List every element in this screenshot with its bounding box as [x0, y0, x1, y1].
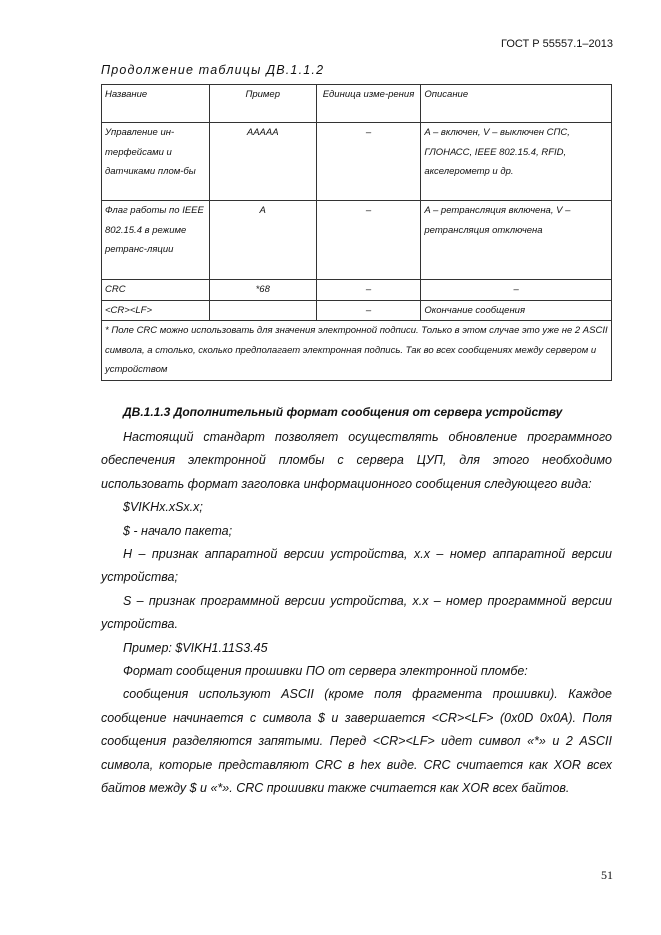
- cell-name: CRC: [102, 280, 210, 301]
- cell-description: Окончание сообщения: [421, 300, 612, 321]
- table-note: * Поле CRC можно использовать для значения электронной подписи. Только в этом случае это уже не 2 ASCII символа, а столько, сколько предполагает электронная подпись. Так во всех сообщениях между сервером и устройством: [102, 321, 612, 381]
- paragraph: Настоящий стандарт позволяет осуществлять обновление программного обеспечения электронной пломбы с сервера ЦУП, для этого необходимо использовать формат заголовка информационного сообщения следующего вида:: [101, 430, 612, 491]
- table-row: [102, 201, 612, 280]
- paragraph: $ - начало пакета;: [123, 523, 233, 538]
- paragraph: Пример: $VIKH1.11S3.45: [123, 640, 268, 655]
- page-number: 51: [601, 868, 613, 882]
- paragraph: H – признак аппаратной версии устройства, x.x – номер аппаратной версии устройства;: [101, 547, 612, 585]
- table-row: [102, 280, 612, 301]
- standard-header: ГОСТ Р 55557.1–2013: [501, 38, 613, 50]
- cell-unit: –: [316, 300, 421, 321]
- cell-example: [209, 300, 316, 321]
- column-header-unit: Единица изме-рения: [316, 85, 421, 123]
- cell-example: A: [209, 201, 316, 280]
- column-header-description: Описание: [421, 85, 612, 123]
- table-caption: Продолжение таблицы ДВ.1.1.2: [101, 63, 325, 77]
- table-note-row: [102, 321, 612, 381]
- cell-description: A – ретрансляция включена, V – ретрансляция отключена: [421, 201, 612, 280]
- cell-name: Управление ин-терфейсами и датчиками плом-бы: [102, 123, 210, 201]
- cell-example: *68: [209, 280, 316, 301]
- paragraph: S – признак программной версии устройства, x.x – номер программной версии устройства.: [101, 593, 612, 632]
- column-header-name: Название: [102, 85, 210, 123]
- table-header-row: [102, 85, 612, 123]
- column-header-example: Пример: [209, 85, 316, 123]
- paragraph: $VIKHx.xSx.x;: [123, 500, 203, 515]
- cell-name: <CR><LF>: [102, 300, 210, 321]
- cell-description: –: [421, 280, 612, 301]
- table-row: [102, 300, 612, 321]
- cell-example: AAAAA: [209, 123, 316, 201]
- cell-name: Флаг работы по IEEE 802.15.4 в режиме ретранс-ляции: [102, 201, 210, 280]
- cell-unit: –: [316, 123, 421, 201]
- data-table: [101, 84, 612, 381]
- cell-unit: –: [316, 280, 421, 301]
- section-body: [101, 426, 612, 801]
- table-row: [102, 123, 612, 201]
- cell-description: A – включен, V – выключен СПС, ГЛОНАСС, IEEE 802.15.4, RFID, акселерометр и др.: [421, 123, 612, 201]
- paragraph: Формат сообщения прошивки ПО от сервера электронной пломбе:: [123, 664, 528, 679]
- section-heading: ДВ.1.1.3 Дополнительный формат сообщения от сервера устройству: [123, 405, 563, 419]
- cell-unit: –: [316, 201, 421, 280]
- paragraph: сообщения используют ASCII (кроме поля фрагмента прошивки). Каждое сообщение начинается с символа $ и завершается <CR><LF> (0x0D 0x0A). Поля сообщения разделяются запятыми. Перед <CR><LF> идет символ «*» и 2 ASCII символа, которые представляют CRC в hex виде. CRC считается как XOR всех байтов между $ и «*». CRC прошивки также считается как XOR всех байтов.: [101, 687, 612, 796]
